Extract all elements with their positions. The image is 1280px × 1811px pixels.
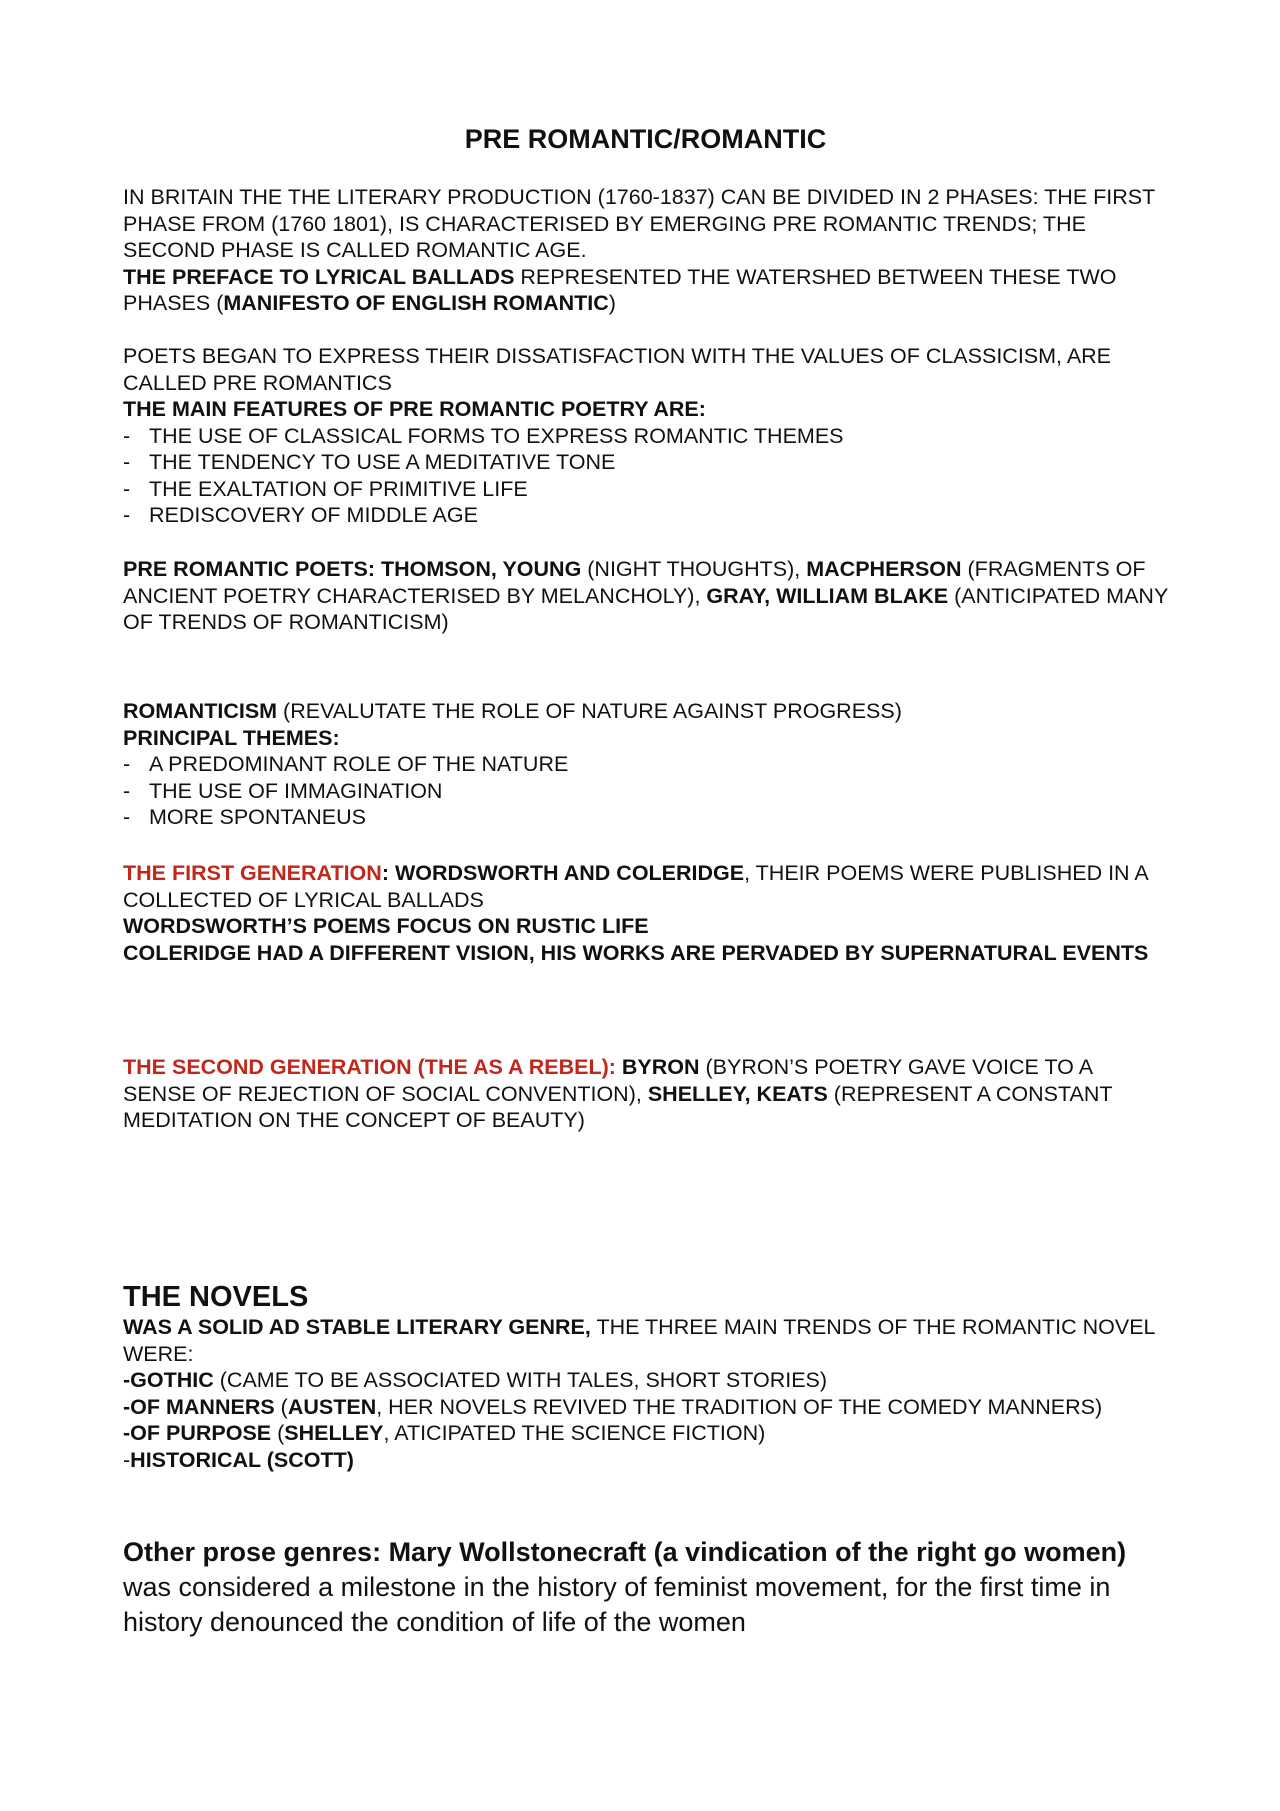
romanticism-paragraph [123, 698, 1168, 725]
romanticism-section [123, 698, 1168, 831]
close-paren: ) [608, 291, 616, 315]
first-gen-paragraph [123, 860, 1168, 913]
preromantic-section [123, 343, 1168, 529]
novels-heading: THE NOVELS [123, 1281, 309, 1313]
byron-text: (BYRON’S POETRY GAVE VOICE TO A SENSE OF REJECTION OF SOCIAL CONVENTION), [123, 1055, 1092, 1106]
poets-paragraph [123, 556, 1168, 636]
preface-text: REPRESENTED THE WATERSHED BETWEEN THESE TWO PHASES ( [123, 264, 1117, 315]
other-prose-section [123, 1535, 1168, 1640]
manners-text: , HER NOVELS REVIVED THE TRADITION OF THE COMEDY MANNERS) [376, 1394, 1103, 1419]
poets-text-3: (ANTICIPATED MANY OF TRENDS OF ROMANTICISM) [123, 583, 1168, 634]
purpose-paren: ( [271, 1421, 285, 1445]
novels-intro-bold: WAS A SOLID AD STABLE LITERARY GENRE, [123, 1315, 591, 1339]
second-gen-label: THE SECOND GENERATION (THE AS A REBEL): [123, 1055, 616, 1079]
first-generation-section [123, 860, 1168, 966]
purpose-bold: -OF PURPOSE [123, 1421, 272, 1445]
preface-paragraph [123, 264, 1168, 317]
byron-bold: BYRON [615, 1055, 700, 1079]
first-gen-label: THE FIRST GENERATION [123, 861, 382, 885]
manifesto-bold: MANIFESTO OF ENGLISH ROMANTIC [223, 291, 609, 315]
wordsworth-line [123, 913, 1168, 940]
purpose-line [123, 1420, 1168, 1447]
other-prose-text: was considered a milestone in the history of feminist movement, for the first time in history denounced the condition of life of the women [123, 1572, 1111, 1637]
novels-intro-text: THE THREE MAIN TRENDS OF THE ROMANTIC NOVEL WERE: [123, 1315, 1155, 1366]
first-gen-names: : WORDSWORTH AND COLERIDGE [381, 861, 745, 885]
themes-list [123, 751, 1168, 831]
first-gen-text: , THEIR POEMS WERE PUBLISHED IN A COLLECTED OF LYRICAL BALLADS [123, 861, 1148, 912]
manners-bold: -OF MANNERS [123, 1394, 275, 1419]
coleridge-line [123, 940, 1168, 967]
page-title: PRE ROMANTIC/ROMANTIC [464, 124, 827, 154]
list-item: - THE USE OF CLASSICAL FORMS TO EXPRESS ROMANTIC THEMES [123, 423, 1168, 450]
romanticism-label: ROMANTICISM [123, 699, 278, 723]
poets-label: PRE ROMANTIC POETS: THOMSON, YOUNG [123, 557, 582, 581]
novels-intro [123, 1314, 1168, 1367]
purpose-text: , ATICIPATED THE SCIENCE FICTION) [383, 1421, 766, 1445]
historical-dash: - [123, 1447, 131, 1472]
features-heading-text: THE MAIN FEATURES OF PRE ROMANTIC POETRY ARE: [123, 397, 706, 421]
manners-line [123, 1394, 1168, 1421]
themes-heading-text: PRINCIPAL THEMES: [123, 725, 340, 750]
second-generation-section [123, 1054, 1168, 1134]
shelley-keats-bold: SHELLEY, KEATS [647, 1081, 828, 1106]
preromantic-paragraph: POETS BEGAN TO EXPRESS THEIR DISSATISFACTION WITH THE VALUES OF CLASSICISM, ARE CALLED PRE ROMANTICS [123, 344, 1112, 395]
list-item: - THE USE OF IMMAGINATION [123, 778, 1168, 805]
list-item: - A PREDOMINANT ROLE OF THE NATURE [123, 751, 1168, 778]
coleridge-text: COLERIDGE HAD A DIFFERENT VISION, HIS WORKS ARE PERVADED BY SUPERNATURAL EVENTS [123, 940, 1149, 965]
shelley-keats-text: (REPRESENT A CONSTANT MEDITATION ON THE CONCEPT OF BEAUTY) [123, 1081, 1113, 1132]
poets-text-1: (NIGHT THOUGHTS), [581, 557, 807, 581]
features-heading [123, 396, 1168, 423]
list-item: - MORE SPONTANEUS [123, 804, 1168, 831]
poets-text-2: (FRAGMENTS OF ANCIENT POETRY CHARACTERISED BY MELANCHOLY), [123, 557, 1146, 608]
historical-bold: HISTORICAL (SCOTT) [130, 1447, 354, 1472]
historical-line [123, 1447, 1168, 1474]
gothic-line [123, 1367, 1168, 1394]
preromantic-poets-section [123, 556, 1168, 636]
list-item: - REDISCOVERY OF MIDDLE AGE [123, 502, 1168, 529]
preface-bold: THE PREFACE TO LYRICAL BALLADS [123, 264, 515, 289]
romanticism-text: (REVALUTATE THE ROLE OF NATURE AGAINST PROGRESS) [277, 699, 902, 723]
intro-section [123, 184, 1168, 317]
other-prose-paragraph [123, 1535, 1168, 1640]
other-prose-bold: Other prose genres: Mary Wollstonecraft (a vindication of the right go women) [123, 1537, 1127, 1567]
second-gen-paragraph [123, 1054, 1168, 1134]
manners-paren: ( [274, 1394, 288, 1419]
shelley-bold: SHELLEY [284, 1421, 384, 1445]
wordsworth-text: WORDSWORTH’S POEMS FOCUS ON RUSTIC LIFE [123, 914, 649, 938]
poets-bold-3: GRAY, WILLIAM BLAKE [706, 583, 949, 608]
austen-bold: AUSTEN [287, 1394, 377, 1419]
list-item: - THE EXALTATION OF PRIMITIVE LIFE [123, 476, 1168, 503]
list-item: - THE TENDENCY TO USE A MEDITATIVE TONE [123, 449, 1168, 476]
features-list [123, 423, 1168, 529]
gothic-text: (CAME TO BE ASSOCIATED WITH TALES, SHORT STORIES) [213, 1368, 828, 1392]
gothic-bold: -GOTHIC [123, 1368, 214, 1392]
novels-section [123, 1280, 1168, 1473]
poets-bold-2: MACPHERSON [806, 557, 962, 581]
intro-paragraph: IN BRITAIN THE THE LITERARY PRODUCTION (1760-1837) CAN BE DIVIDED IN 2 PHASES: THE FIRST PHASE FROM (1760 1801), IS CHARACTERISED BY EMERGING PRE ROMANTIC TRENDS; THE SECOND PHASE IS CALLED ROMANTIC AGE. [123, 185, 1155, 262]
themes-heading [123, 725, 1168, 752]
